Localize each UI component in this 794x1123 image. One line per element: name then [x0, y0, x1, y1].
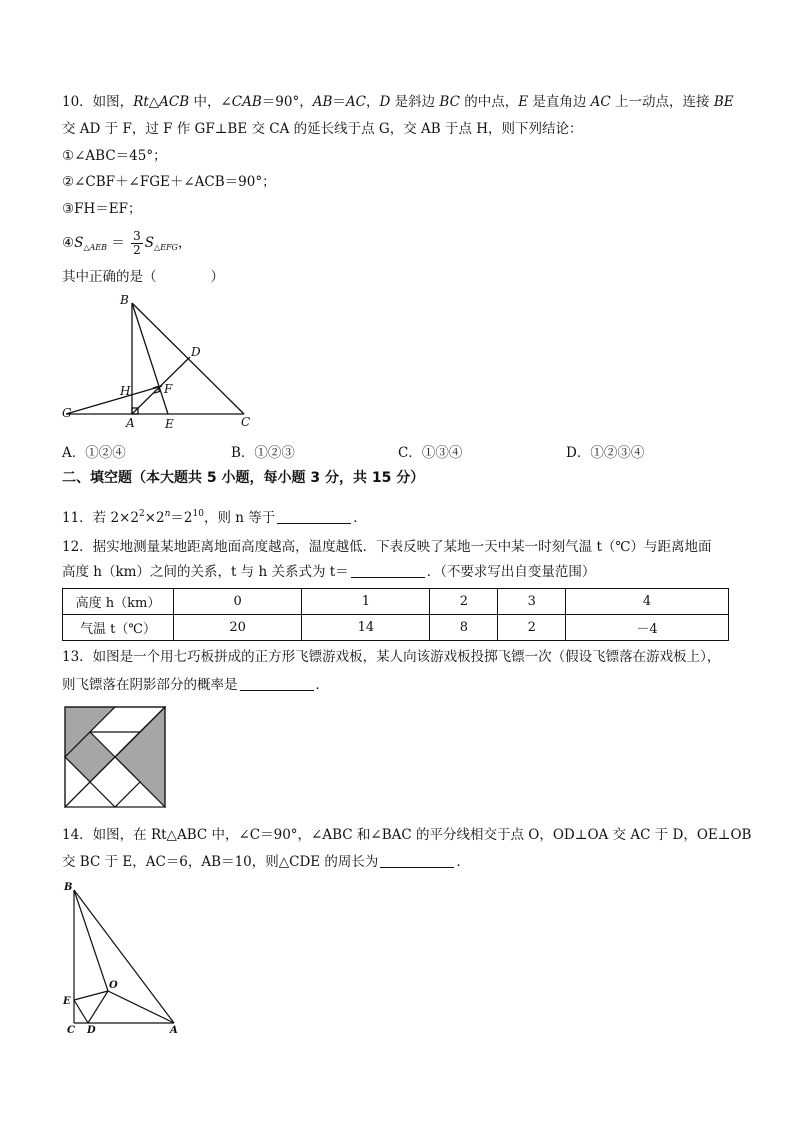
- q10-line2: 交 AD 于 F，过 F 作 GF⊥BE 交 CA 的延长线于点 G，交 AB 于点 H，则下列结论：: [62, 121, 583, 137]
- text: 交 BC 于 E，AC＝6，AB＝10，则△CDE 的周长为: [62, 854, 379, 870]
- text: 2: [138, 509, 145, 519]
- q14-line1: 14．如图，在 Rt△ABC 中，∠C＝90°，∠ABC 和∠BAC 的平分线相交于点 O，OD⊥OA 交 AC 于 D，OE⊥OB: [62, 827, 752, 843]
- label-G: G: [62, 406, 72, 420]
- answer-blank[interactable]: [277, 511, 351, 524]
- q11: [62, 505, 367, 527]
- q10-conclusion-2: ②∠CBF＋∠FGE＋∠ACB＝90°；: [62, 174, 276, 190]
- text: AC: [590, 94, 611, 110]
- table-cell: 2: [430, 589, 498, 615]
- text: △AEB: [83, 243, 108, 252]
- q10-conclusion-4: $④S_{\triangle AEB}$ ＝ $\frac{3}{2}$ $S_{\triangle EFG}$，: [62, 229, 192, 257]
- text: ，则 n 等于: [203, 510, 276, 526]
- answer-blank[interactable]: [240, 678, 314, 691]
- text: AC: [345, 94, 366, 110]
- table-cell: 2: [498, 615, 566, 641]
- q10-line1: [62, 93, 734, 111]
- text: ＝: [332, 94, 346, 110]
- text: 10．如图，: [62, 94, 134, 110]
- text: ×2: [144, 510, 165, 526]
- table-header-cell: 高度 h（km）: [63, 589, 174, 615]
- table-cell: 20: [174, 615, 302, 641]
- label-C: C: [241, 415, 251, 429]
- q10-conclusion-3: ③FH＝EF；: [62, 201, 142, 217]
- table-header-cell: 气温 t（℃）: [63, 615, 174, 641]
- q14-line2: [62, 853, 470, 871]
- table-cell: 4: [566, 589, 729, 615]
- q13-line2: [62, 676, 329, 694]
- text: 11．若 2×2: [62, 510, 139, 526]
- label-F: F: [164, 382, 173, 396]
- label-O: O: [109, 980, 118, 991]
- label-D: D: [191, 345, 201, 359]
- text: ．: [353, 510, 367, 526]
- text: ．（不要求写出自变量范围）: [426, 564, 596, 580]
- text: ＝2: [170, 510, 193, 526]
- q10-prompt: 其中正确的是（ ）: [62, 269, 224, 285]
- label-B: B: [120, 293, 129, 307]
- text: ．: [315, 677, 329, 693]
- table-row: [63, 615, 729, 641]
- q10-option-c[interactable]: C．①③④: [398, 445, 463, 461]
- text: AB: [312, 94, 333, 110]
- text: 是直角边: [528, 94, 591, 110]
- fraction: [131, 230, 143, 257]
- q12-table: [62, 588, 729, 641]
- q12-line1: 12．据实地测量某地距离地面高度越高，温度越低．下表反映了某地一天中某一时刻气温 t（℃）与距离地面: [62, 539, 712, 555]
- text: 10: [192, 509, 204, 519]
- table-cell: 0: [174, 589, 302, 615]
- text: S: [74, 235, 84, 251]
- text: E: [518, 94, 529, 110]
- text: CAB: [231, 94, 262, 110]
- text: ，: [365, 94, 380, 110]
- text: 是斜边: [390, 94, 440, 110]
- text: BC: [439, 94, 460, 110]
- text: △EFG: [154, 243, 178, 252]
- text: ＝90°，: [261, 94, 313, 110]
- text: ．: [456, 854, 470, 870]
- text: ④: [62, 235, 75, 251]
- answer-blank[interactable]: [351, 565, 425, 578]
- table-cell: 1: [302, 589, 430, 615]
- table-cell: 14: [302, 615, 430, 641]
- text: 2: [133, 243, 141, 257]
- q10-option-a[interactable]: A．①②④: [62, 445, 126, 461]
- q10-conclusion-1: ①∠ABC＝45°；: [62, 148, 167, 164]
- table-row: [63, 589, 729, 615]
- text: 上一动点，连接: [610, 94, 714, 110]
- q10-option-d[interactable]: D．①②③④: [566, 445, 645, 461]
- q14-figure: [60, 880, 190, 1040]
- text: D: [379, 94, 391, 110]
- table-cell: －4: [566, 615, 729, 641]
- q13-tangram-board: [64, 706, 166, 808]
- text: ，: [177, 235, 192, 251]
- label-A: A: [126, 416, 135, 430]
- label-H: H: [120, 384, 131, 398]
- text: n: [164, 509, 171, 519]
- text: 高度 h（km）之间的关系，t 与 h 关系式为 t＝: [62, 564, 349, 580]
- text: 的中点，: [459, 94, 519, 110]
- label-E: E: [165, 417, 174, 431]
- label-D: D: [87, 1025, 96, 1036]
- q10-option-b[interactable]: B．①②③: [231, 445, 295, 461]
- answer-blank[interactable]: [380, 855, 454, 868]
- section-heading: 二、填空题（本大题共 5 小题，每小题 3 分，共 15 分）: [62, 470, 425, 486]
- text: S: [144, 235, 154, 251]
- q10-figure: [58, 292, 268, 432]
- text: 3: [133, 229, 141, 243]
- q13-line1: 13．如图是一个用七巧板拼成的正方形飞镖游戏板，某人向该游戏板投掷飞镖一次（假设飞镖落在游戏板上），: [62, 649, 721, 665]
- label-B: B: [64, 882, 73, 893]
- text: 中，∠: [189, 94, 232, 110]
- text: 则飞镖落在阴影部分的概率是: [62, 677, 238, 693]
- q12-line2: [62, 563, 595, 581]
- label-E: E: [63, 996, 71, 1007]
- label-C: C: [67, 1025, 75, 1036]
- text: Rt△ACB: [133, 94, 190, 110]
- text: BE: [713, 94, 734, 110]
- label-A: A: [170, 1025, 178, 1036]
- table-cell: 8: [430, 615, 498, 641]
- table-cell: 3: [498, 589, 566, 615]
